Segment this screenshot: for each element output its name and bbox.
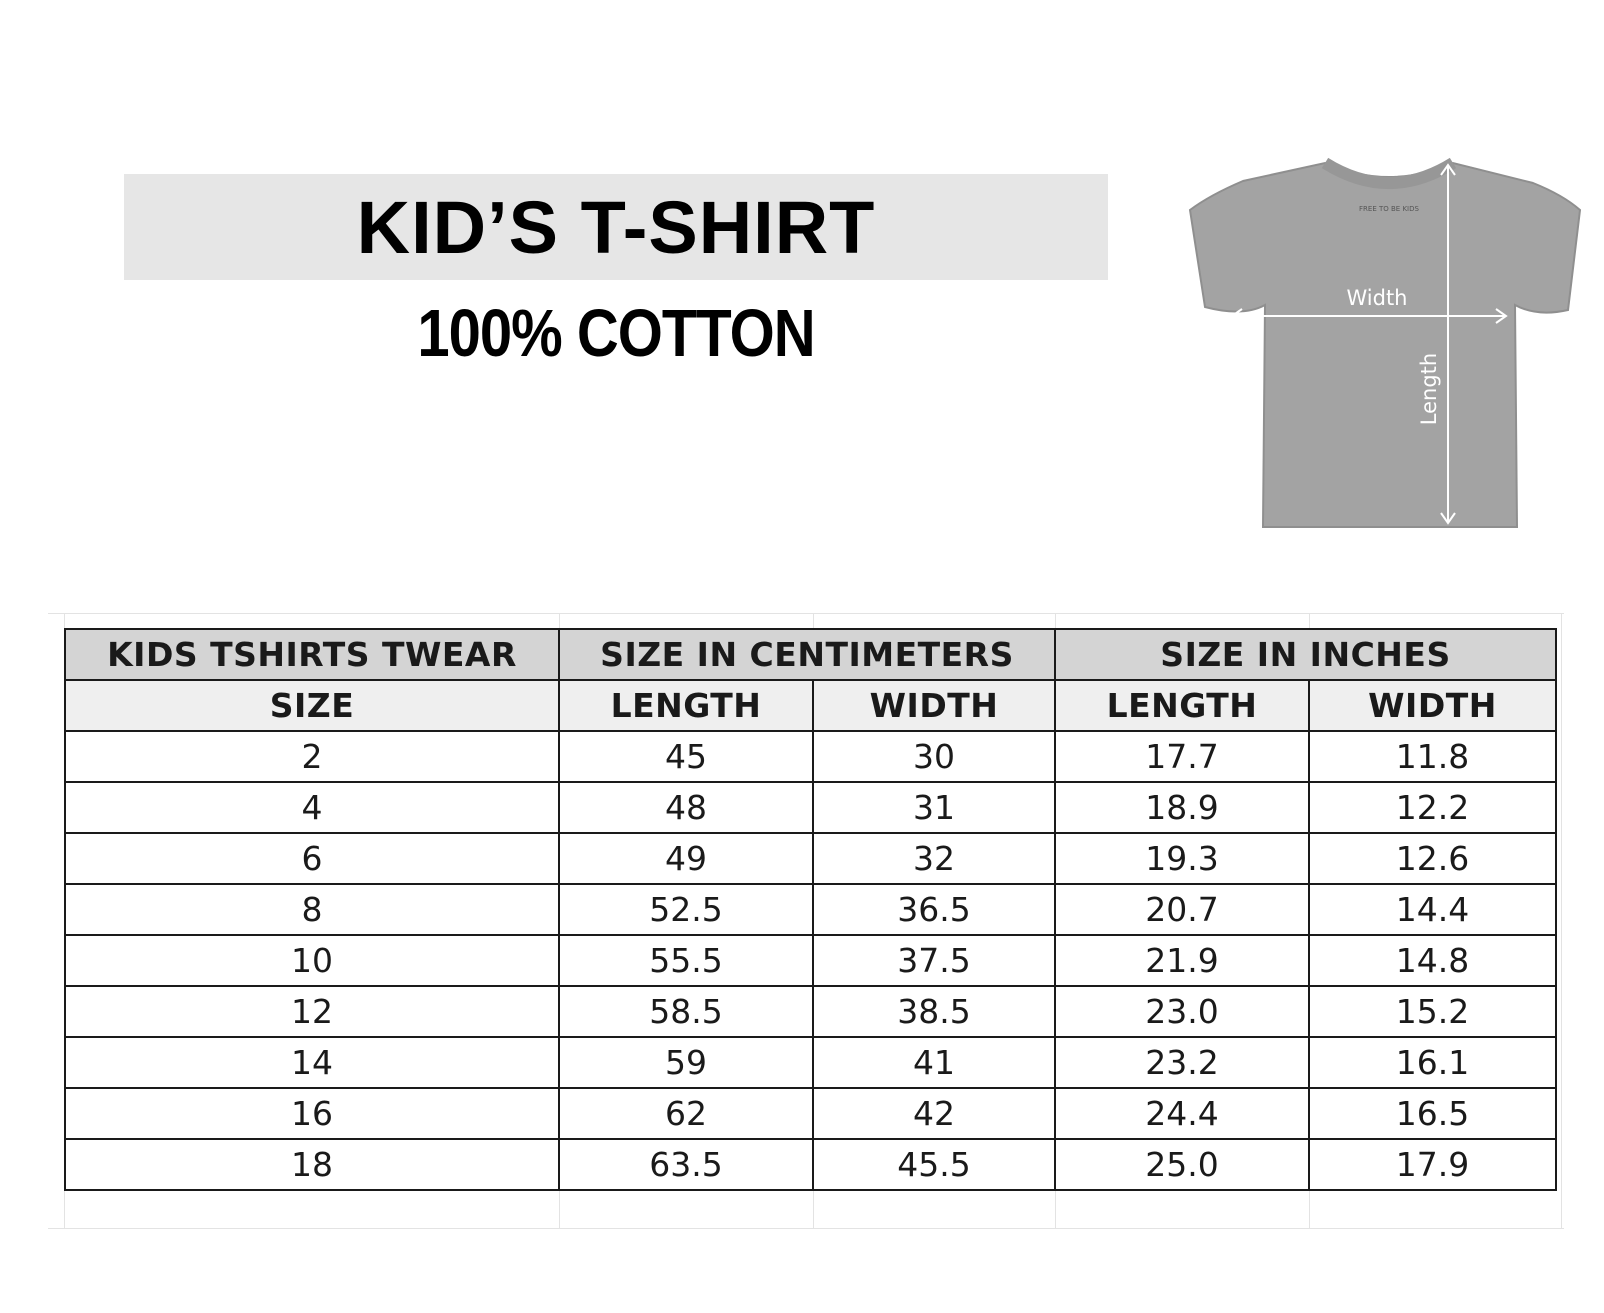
size-cell: 14 xyxy=(65,1037,559,1088)
size-cell: 6 xyxy=(65,833,559,884)
length-cm-cell: 48 xyxy=(559,782,813,833)
length-cm-cell: 49 xyxy=(559,833,813,884)
table-row xyxy=(65,986,1556,1037)
length-cm-cell: 59 xyxy=(559,1037,813,1088)
length-in-cell: 21.9 xyxy=(1055,935,1309,986)
tshirt-body-icon xyxy=(1190,163,1580,527)
length-in-cell: 25.0 xyxy=(1055,1139,1309,1190)
tshirt-diagram xyxy=(1185,155,1595,540)
length-cm-cell: 45 xyxy=(559,731,813,782)
width-cm-cell: 36.5 xyxy=(813,884,1055,935)
table-row xyxy=(65,833,1556,884)
width-cm-cell: 31 xyxy=(813,782,1055,833)
size-cell: 4 xyxy=(65,782,559,833)
grid-line xyxy=(48,1228,1564,1229)
width-in-cell: 14.4 xyxy=(1309,884,1556,935)
length-cm-cell: 58.5 xyxy=(559,986,813,1037)
column-header-length-cm: LENGTH xyxy=(559,680,813,731)
width-in-cell: 17.9 xyxy=(1309,1139,1556,1190)
width-cm-cell: 32 xyxy=(813,833,1055,884)
width-cm-cell: 37.5 xyxy=(813,935,1055,986)
width-in-cell: 15.2 xyxy=(1309,986,1556,1037)
size-cell: 16 xyxy=(65,1088,559,1139)
column-header-length-in: LENGTH xyxy=(1055,680,1309,731)
column-header-size: SIZE xyxy=(65,680,559,731)
size-cell: 2 xyxy=(65,731,559,782)
width-cm-cell: 41 xyxy=(813,1037,1055,1088)
width-in-cell: 14.8 xyxy=(1309,935,1556,986)
column-header-width-in: WIDTH xyxy=(1309,680,1556,731)
width-label: Width xyxy=(1346,286,1408,310)
group-header-centimeters: SIZE IN CENTIMETERS xyxy=(559,629,1055,680)
length-label: Length xyxy=(1417,352,1441,426)
table-row xyxy=(65,1139,1556,1190)
width-in-cell: 12.6 xyxy=(1309,833,1556,884)
grid-line xyxy=(48,613,1564,614)
length-cm-cell: 55.5 xyxy=(559,935,813,986)
length-cm-cell: 63.5 xyxy=(559,1139,813,1190)
tshirt-tag-label: FREE TO BE KIDS xyxy=(1359,205,1419,213)
length-in-cell: 18.9 xyxy=(1055,782,1309,833)
size-chart-table xyxy=(64,628,1557,1191)
length-in-cell: 23.2 xyxy=(1055,1037,1309,1088)
page-title: KID’S T-SHIRT xyxy=(356,185,876,269)
size-cell: 18 xyxy=(65,1139,559,1190)
size-cell: 12 xyxy=(65,986,559,1037)
length-in-cell: 19.3 xyxy=(1055,833,1309,884)
column-header-row xyxy=(65,680,1556,731)
width-cm-cell: 45.5 xyxy=(813,1139,1055,1190)
length-in-cell: 24.4 xyxy=(1055,1088,1309,1139)
grid-line xyxy=(1561,613,1562,1228)
size-cell: 8 xyxy=(65,884,559,935)
width-in-cell: 16.1 xyxy=(1309,1037,1556,1088)
width-in-cell: 11.8 xyxy=(1309,731,1556,782)
table-row xyxy=(65,731,1556,782)
group-header-inches: SIZE IN INCHES xyxy=(1055,629,1556,680)
length-cm-cell: 62 xyxy=(559,1088,813,1139)
page-subtitle: 100% COTTON xyxy=(417,296,815,371)
length-in-cell: 20.7 xyxy=(1055,884,1309,935)
width-cm-cell: 42 xyxy=(813,1088,1055,1139)
table-row xyxy=(65,884,1556,935)
table-row xyxy=(65,935,1556,986)
length-cm-cell: 52.5 xyxy=(559,884,813,935)
width-cm-cell: 38.5 xyxy=(813,986,1055,1037)
size-cell: 10 xyxy=(65,935,559,986)
column-header-width-cm: WIDTH xyxy=(813,680,1055,731)
length-in-cell: 17.7 xyxy=(1055,731,1309,782)
table-row xyxy=(65,1088,1556,1139)
length-in-cell: 23.0 xyxy=(1055,986,1309,1037)
table-row xyxy=(65,1037,1556,1088)
group-header-product: KIDS TSHIRTS TWEAR xyxy=(65,629,559,680)
width-cm-cell: 30 xyxy=(813,731,1055,782)
group-header-row xyxy=(65,629,1556,680)
width-in-cell: 16.5 xyxy=(1309,1088,1556,1139)
table-row xyxy=(65,782,1556,833)
width-in-cell: 12.2 xyxy=(1309,782,1556,833)
